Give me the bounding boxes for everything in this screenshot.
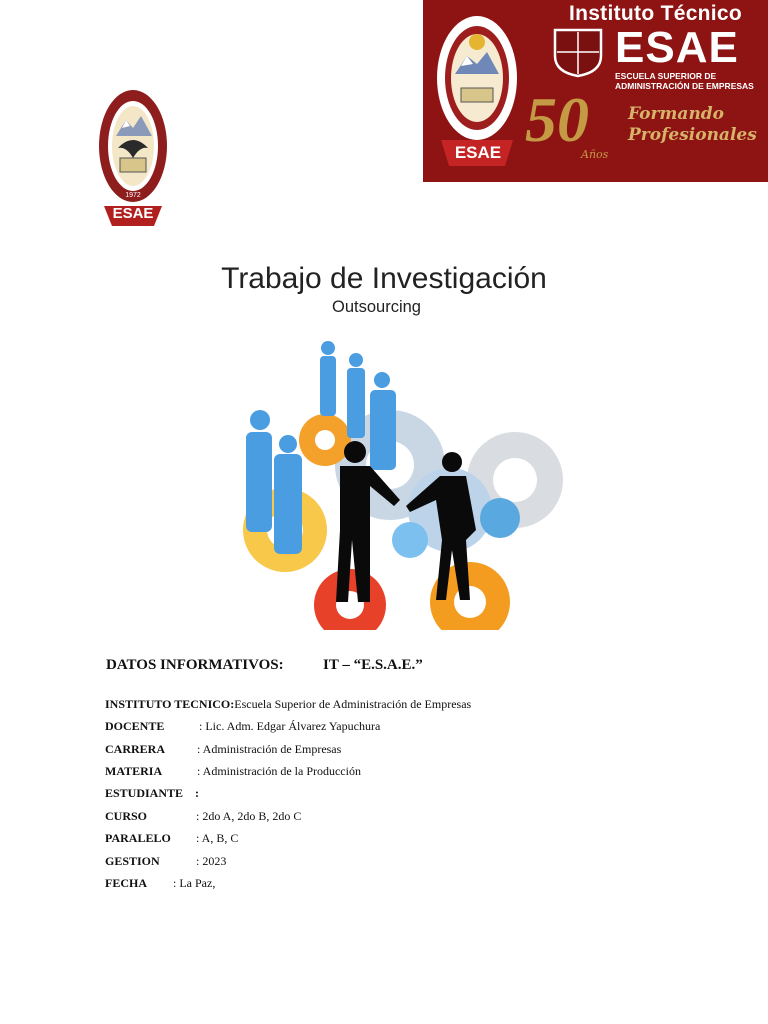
info-label: MATERIA <box>105 764 163 778</box>
info-value: : A, B, C <box>196 831 239 845</box>
info-value: Escuela Superior de Administración de Empresas <box>234 697 472 711</box>
info-label: CARRERA <box>105 742 165 756</box>
info-row-carrera <box>105 742 341 758</box>
info-value: : Administración de Empresas <box>197 742 342 756</box>
banner-esae-title: ESAE <box>615 23 739 72</box>
datos-informativos-value: IT – “E.S.A.E.” <box>323 657 423 673</box>
institute-banner <box>423 0 768 182</box>
banner-seal-esae: ESAE <box>454 143 502 162</box>
datos-informativos-label: DATOS INFORMATIVOS: <box>106 657 284 673</box>
business-gears-illustration <box>230 340 580 630</box>
info-row-docente <box>105 719 380 735</box>
info-row-gestion <box>105 854 226 870</box>
anniversary-number: 50 <box>525 84 589 155</box>
info-value: : Administración de la Producción <box>197 764 361 778</box>
anniversary-word: Años <box>581 148 609 161</box>
info-label: DOCENTE <box>105 719 165 733</box>
logo-year: 1972 <box>125 192 141 199</box>
esae-shield-icon <box>551 26 605 78</box>
info-value: : Lic. Adm. Edgar Álvarez Yapuchura <box>199 719 381 733</box>
info-label: INSTITUTO TECNICO: <box>105 697 235 711</box>
banner-slogan: Formando Profesionales <box>628 104 757 145</box>
info-row-estudiante <box>105 786 199 802</box>
info-label: GESTION <box>105 854 160 868</box>
info-row-curso <box>105 809 301 825</box>
info-label: FECHA <box>105 876 147 890</box>
info-value: : 2023 <box>196 854 227 868</box>
info-value: : La Paz, <box>173 876 216 890</box>
info-value: : 2do A, 2do B, 2do C <box>196 809 302 823</box>
esae-logo <box>96 88 170 228</box>
banner-instituto-tecnico: Instituto Técnico <box>568 2 743 25</box>
page-subtitle: Outsourcing <box>332 298 421 316</box>
banner-escuela-text: ESCUELA SUPERIOR DE ADMINISTRACIÓN DE EMPRESAS <box>615 71 754 91</box>
info-row-paralelo <box>105 831 238 847</box>
info-label: ESTUDIANTE <box>105 786 184 800</box>
info-row-fecha <box>105 876 215 892</box>
logo-esae-text: ESAE <box>112 205 154 222</box>
info-label: PARALELO <box>105 831 171 845</box>
info-row-materia <box>105 764 361 780</box>
info-label: CURSO <box>105 809 148 823</box>
info-value: : <box>195 786 199 800</box>
info-row-instituto <box>105 697 471 713</box>
page-title: Trabajo de Investigación <box>221 262 547 295</box>
